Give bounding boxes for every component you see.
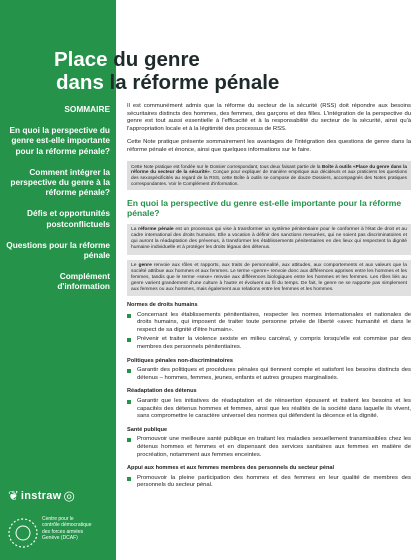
dcaf-emblem-icon bbox=[6, 516, 40, 550]
bullet-square-icon bbox=[127, 477, 131, 481]
globe-icon: ◎ bbox=[63, 488, 75, 503]
main-content bbox=[127, 103, 411, 492]
subheading-appui: Appui aux hommes et aux femmes membres des personnels du secteur pénal bbox=[127, 465, 335, 472]
bullet-text: Garantir que les initiatives de réadaptation et de réinsertion épousent et traitent les besoins et les capacités des détenus hommes et femmes, ainsi que les réalités de la société dans laquelle ils vivent, sans compromettre le caractère universel des normes qui défendent la décence et la dignité. bbox=[137, 397, 411, 420]
grey2-post: renvoie aux rôles et rapports, aux traits de personnalité, aux attitudes, aux comportements et aux valeurs que la société attribue aux hommes et aux femmes. Le terme «genre» renvoie donc aux différences apprises entre les hommes et les femmes, tandis que le terme «sexe» renvoie aux différences biologiques entre les hommes et les femmes. Les rôles liés au genre varient grandement d'une culture à l'autre et évoluent au fil du temps. De fait, le genre ne se rapporte pas simplement aux femmes ou aux hommes, mais également aux relations entre les femmes et les hommes. bbox=[131, 262, 407, 292]
intro-paragraph-2: Cette Note pratique présente sommairement les avantages de l'intégration des questions de genre dans la réforme pénale et énonce, ainsi que quelques informations sur le faire. bbox=[127, 139, 411, 153]
sidebar-nav bbox=[6, 104, 110, 303]
sidebar-item-complement[interactable]: Complément d'information bbox=[57, 271, 110, 292]
laurel-left-icon: ❦ bbox=[8, 488, 19, 503]
list-item bbox=[127, 312, 411, 335]
title-word-du-genre: du genre bbox=[107, 48, 200, 71]
bullet-square-icon bbox=[127, 400, 131, 404]
box-text-bold: Boîte à outils «Place du genre dans la réforme du secteur de la sécurité» bbox=[131, 163, 407, 175]
dcaf-line1: Centre pour le bbox=[42, 516, 74, 522]
bullet-square-icon bbox=[127, 438, 131, 442]
subheading-readaptation: Réadaptation des détenus bbox=[127, 388, 197, 395]
subheading-sante: Santé publique bbox=[127, 426, 168, 433]
section-heading: En quoi la perspective du genre est-elle importante pour la réforme pénale? bbox=[127, 198, 402, 219]
bullet-square-icon bbox=[127, 338, 131, 342]
bullet-text: Prévenir et traiter la violence sexiste en milieu carcéral, y compris lorsqu'elle est commise par des membres des personnels pénitentiaires. bbox=[137, 336, 411, 350]
subheading-politiques: Politiques pénales non-discriminatoires bbox=[127, 357, 233, 364]
definition-reforme-box bbox=[127, 224, 411, 254]
sidebar-item-importance[interactable]: En quoi la perspective du genre est-elle importante pour la réforme pénale? bbox=[9, 125, 110, 156]
bullet-square-icon bbox=[127, 369, 131, 373]
definition-genre-box bbox=[127, 260, 411, 296]
list-item bbox=[127, 398, 411, 421]
bullet-text: Garantir des politiques et procédures pénales qui tiennent compte et satisfont les besoins distincts des détenus – hommes, femmes, jeunes, enfants et autres groupes marginalisés. bbox=[137, 367, 411, 381]
grey2-pre: Le bbox=[131, 262, 139, 268]
title-word-place: Place bbox=[54, 48, 108, 71]
toolkit-note-box bbox=[127, 161, 411, 191]
sidebar-item-integration[interactable]: Comment intégrer la perspective du genre à la réforme pénale? bbox=[10, 166, 110, 198]
box-text-post: . Conçue pour expliquer de manière empirique aux décideurs et aux praticiens les questions des sexospécificités au regard de la RSS, cette Boîte à outils se compose de douze Dossiers, accompagnés des Notes pratiques correspondantes. Voir le Complément d'information. bbox=[131, 169, 407, 187]
grey1-post: est un processus qui vise à transformer un système pénitentiaire pour le conformer à l'état de droit et au cadre international des droits humains. Elle a vocation à définir des sanctions mesurées, qui ne soient pas discriminatoires et qui auront la réadaptation des prévenus, à transformer les établissements pénitentiaires en des lieux qui respectent la dignité humaine individuelle et à protéger les droits légaux des détenus. bbox=[131, 227, 407, 251]
list-item bbox=[127, 367, 411, 382]
grey1-pre: La bbox=[131, 227, 139, 233]
intro-paragraph-1: Il est communément admis que la réforme du secteur de la sécurité (RSS) doit répondre aux besoins sécuritaires distincts des hommes, des femmes, des garçons et des filles. L'intégration de la perspective du genre est tout aussi essentielle à l'efficacité et à la responsabilité du secteur de la sécurité, ainsi qu'à l'appropriation locale et à la légitimité des processus de RSS. bbox=[127, 103, 411, 132]
bullet-square-icon bbox=[127, 314, 131, 318]
bullet-text: Promouvoir la pleine participation des hommes et des femmes en leur qualité de membres des personnels du secteur pénal. bbox=[137, 474, 411, 489]
instraw-logo bbox=[8, 488, 112, 504]
dcaf-line4: Genève (DCAF) bbox=[42, 534, 78, 541]
sidebar-item-sommaire[interactable]: SOMMAIRE bbox=[64, 104, 110, 114]
grey1-bold: réforme pénale bbox=[138, 227, 174, 233]
list-item bbox=[127, 475, 411, 490]
page-title bbox=[50, 48, 410, 94]
title-word-dans: dans bbox=[56, 71, 104, 94]
subheading-droits: Normes de droits humains bbox=[127, 302, 198, 309]
sidebar-item-questions[interactable]: Questions pour la réforme pénale bbox=[6, 239, 110, 261]
instraw-logo-text: instraw bbox=[20, 490, 62, 502]
bullet-text: Promouvoir une meilleure santé publique en traitant les maladies sexuellement transmissibles chez les détenus hommes et femmes et en dispensant des services sanitaires aux femmes en matière de procréation, notamment aux femmes enceintes. bbox=[137, 436, 411, 458]
sidebar-item-defis[interactable]: Défis et opportunités postconflictuels bbox=[27, 208, 110, 229]
grey2-bold: genre bbox=[138, 262, 152, 268]
bullet-text: Concernant les établissements pénitentiaires, respecter les normes internationales et nationales de droits humains, qui imposent de traiter toute personne privée de liberté «avec humanité et dans le respect de sa dignité d'être humain». bbox=[137, 311, 411, 333]
list-item bbox=[127, 436, 411, 459]
box-text-pre: Cette Note pratique est fondée sur le Dossier correspondant, tous deux faisant partie de la bbox=[131, 163, 322, 169]
dcaf-line3: des forces armées bbox=[42, 528, 84, 535]
list-item bbox=[127, 336, 411, 351]
dcaf-line2: contrôle démocratique bbox=[42, 522, 92, 529]
title-word-reforme: la réforme pénale bbox=[103, 71, 280, 94]
